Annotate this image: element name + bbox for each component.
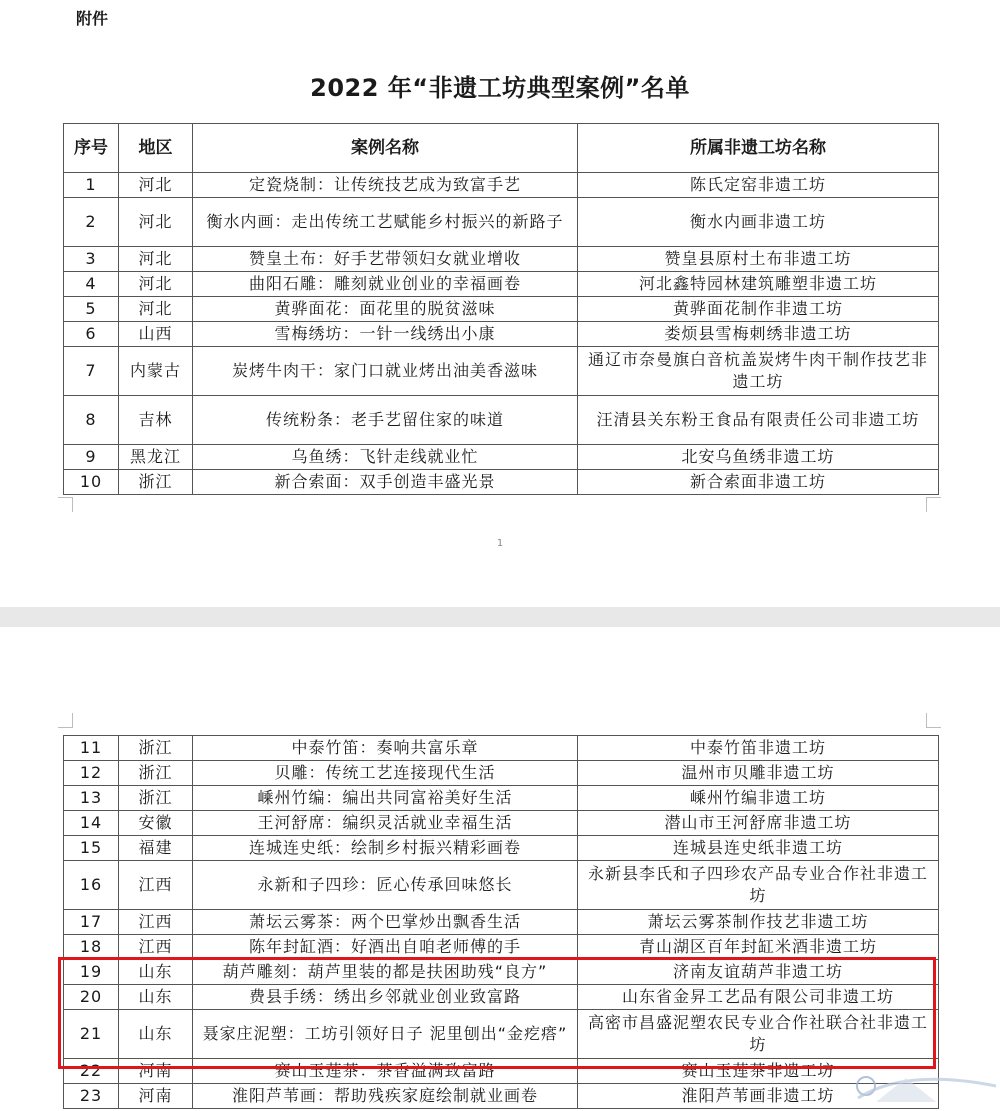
row-number: 10: [64, 470, 119, 495]
row-case-name: 炭烤牛肉干：家门口就业烤出油美香滋味: [193, 347, 578, 396]
header-workshop-name: 所属非遗工坊名称: [578, 124, 939, 173]
row-case-name: 新合索面：双手创造丰盛光景: [193, 470, 578, 495]
page-separator: [0, 607, 1000, 627]
row-workshop-name: 陈氏定窑非遗工坊: [578, 173, 939, 198]
row-case-name: 葫芦雕刻：葫芦里装的都是扶困助残“良方”: [193, 960, 578, 985]
row-case-name: 永新和子四珍：匠心传承回味悠长: [193, 861, 578, 910]
table-row: [64, 470, 939, 495]
row-number: 17: [64, 910, 119, 935]
row-case-name: 雪梅绣坊：一针一线绣出小康: [193, 322, 578, 347]
row-number: 4: [64, 272, 119, 297]
row-region: 河北: [119, 272, 193, 297]
row-region: 浙江: [119, 736, 193, 761]
table-row: [64, 445, 939, 470]
case-table-page-1: [63, 123, 939, 495]
page-corner-mark: [926, 713, 941, 728]
table-row: [64, 786, 939, 811]
table-row: [64, 347, 939, 396]
row-region: 河南: [119, 1084, 193, 1109]
row-case-name: 曲阳石雕：雕刻就业创业的幸福画卷: [193, 272, 578, 297]
table-row: [64, 836, 939, 861]
table-row: [64, 861, 939, 910]
row-workshop-name: 通辽市奈曼旗白音杭盖炭烤牛肉干制作技艺非遗工坊: [578, 347, 939, 396]
row-workshop-name: 淮阳芦苇画非遗工坊: [578, 1084, 939, 1109]
header-case-name: 案例名称: [193, 124, 578, 173]
table-row: [64, 1084, 939, 1109]
table-body-page-1: [64, 173, 939, 495]
row-region: 河北: [119, 247, 193, 272]
row-case-name: 赛山玉莲茶：茶香溢满致富路: [193, 1059, 578, 1084]
row-number: 19: [64, 960, 119, 985]
row-number: 18: [64, 935, 119, 960]
page-corner-mark: [58, 713, 73, 728]
row-workshop-name: 赞皇县原村土布非遗工坊: [578, 247, 939, 272]
row-case-name: 费县手绣：绣出乡邻就业创业致富路: [193, 985, 578, 1010]
row-number: 22: [64, 1059, 119, 1084]
row-region: 内蒙古: [119, 347, 193, 396]
row-case-name: 连城连史纸：绘制乡村振兴精彩画卷: [193, 836, 578, 861]
row-workshop-name: 山东省金昇工艺品有限公司非遗工坊: [578, 985, 939, 1010]
row-number: 5: [64, 297, 119, 322]
row-region: 山东: [119, 1010, 193, 1059]
row-number: 15: [64, 836, 119, 861]
row-region: 山东: [119, 985, 193, 1010]
row-case-name: 萧坛云雾茶：两个巴掌炒出飘香生活: [193, 910, 578, 935]
table-row: [64, 1059, 939, 1084]
row-number: 3: [64, 247, 119, 272]
row-number: 8: [64, 396, 119, 445]
document-page-2: [0, 627, 1000, 1111]
row-workshop-name: 河北鑫特园林建筑雕塑非遗工坊: [578, 272, 939, 297]
row-region: 河北: [119, 173, 193, 198]
row-workshop-name: 嵊州竹编非遗工坊: [578, 786, 939, 811]
row-workshop-name: 汪清县关东粉王食品有限责任公司非遗工坊: [578, 396, 939, 445]
header-no: 序号: [64, 124, 119, 173]
row-case-name: 衡水内画：走出传统工艺赋能乡村振兴的新路子: [193, 198, 578, 247]
row-number: 1: [64, 173, 119, 198]
table-row: [64, 935, 939, 960]
row-region: 浙江: [119, 761, 193, 786]
row-number: 13: [64, 786, 119, 811]
row-workshop-name: 济南友谊葫芦非遗工坊: [578, 960, 939, 985]
row-region: 浙江: [119, 786, 193, 811]
row-workshop-name: 北安乌鱼绣非遗工坊: [578, 445, 939, 470]
row-workshop-name: 青山湖区百年封缸米酒非遗工坊: [578, 935, 939, 960]
row-case-name: 嵊州竹编：编出共同富裕美好生活: [193, 786, 578, 811]
row-region: 江西: [119, 935, 193, 960]
row-number: 16: [64, 861, 119, 910]
row-region: 河南: [119, 1059, 193, 1084]
page-number: 1: [496, 538, 504, 549]
row-number: 20: [64, 985, 119, 1010]
row-workshop-name: 萧坛云雾茶制作技艺非遗工坊: [578, 910, 939, 935]
row-region: 福建: [119, 836, 193, 861]
row-number: 11: [64, 736, 119, 761]
page-title: 2022 年“非遗工坊典型案例”名单: [310, 74, 690, 102]
row-case-name: 淮阳芦苇画：帮助残疾家庭绘制就业画卷: [193, 1084, 578, 1109]
row-region: 江西: [119, 861, 193, 910]
row-case-name: 中泰竹笛：奏响共富乐章: [193, 736, 578, 761]
table-body-page-2: [64, 736, 939, 1109]
row-workshop-name: 娄烦县雪梅刺绣非遗工坊: [578, 322, 939, 347]
row-number: 23: [64, 1084, 119, 1109]
row-case-name: 定瓷烧制：让传统技艺成为致富手艺: [193, 173, 578, 198]
table-row: [64, 811, 939, 836]
row-workshop-name: 潜山市王河舒席非遗工坊: [578, 811, 939, 836]
table-row: [64, 1010, 939, 1059]
table-row: [64, 272, 939, 297]
table-row: [64, 297, 939, 322]
row-workshop-name: 赛山玉莲茶非遗工坊: [578, 1059, 939, 1084]
row-case-name: 陈年封缸酒：好酒出自咱老师傅的手: [193, 935, 578, 960]
row-number: 12: [64, 761, 119, 786]
row-number: 14: [64, 811, 119, 836]
row-number: 2: [64, 198, 119, 247]
table-header-row: [64, 124, 939, 173]
row-number: 6: [64, 322, 119, 347]
table-row: [64, 761, 939, 786]
row-region: 河北: [119, 198, 193, 247]
watermark-logo: [846, 1058, 1000, 1111]
table-row: [64, 396, 939, 445]
row-region: 黑龙江: [119, 445, 193, 470]
page-corner-mark: [926, 497, 941, 512]
row-case-name: 聂家庄泥塑：工坊引领好日子 泥里刨出“金疙瘩”: [193, 1010, 578, 1059]
table-row: [64, 910, 939, 935]
row-workshop-name: 温州市贝雕非遗工坊: [578, 761, 939, 786]
row-region: 吉林: [119, 396, 193, 445]
row-case-name: 乌鱼绣：飞针走线就业忙: [193, 445, 578, 470]
row-region: 河北: [119, 297, 193, 322]
row-number: 7: [64, 347, 119, 396]
row-workshop-name: 中泰竹笛非遗工坊: [578, 736, 939, 761]
table-row: [64, 198, 939, 247]
page-corner-mark: [58, 497, 73, 512]
table-row: [64, 322, 939, 347]
row-case-name: 贝雕：传统工艺连接现代生活: [193, 761, 578, 786]
case-table-page-2: [63, 735, 939, 1109]
row-workshop-name: 连城县连史纸非遗工坊: [578, 836, 939, 861]
table-row: [64, 247, 939, 272]
table-row: [64, 173, 939, 198]
row-region: 山西: [119, 322, 193, 347]
row-case-name: 传统粉条：老手艺留住家的味道: [193, 396, 578, 445]
row-region: 江西: [119, 910, 193, 935]
attachment-label: 附件: [76, 9, 109, 28]
row-workshop-name: 新合索面非遗工坊: [578, 470, 939, 495]
row-workshop-name: 黄骅面花制作非遗工坊: [578, 297, 939, 322]
row-workshop-name: 永新县李氏和子四珍农产品专业合作社非遗工坊: [578, 861, 939, 910]
row-workshop-name: 衡水内画非遗工坊: [578, 198, 939, 247]
row-case-name: 王河舒席：编织灵活就业幸福生活: [193, 811, 578, 836]
row-case-name: 赞皇土布：好手艺带领妇女就业增收: [193, 247, 578, 272]
table-row: [64, 960, 939, 985]
row-region: 山东: [119, 960, 193, 985]
row-number: 21: [64, 1010, 119, 1059]
header-region: 地区: [119, 124, 193, 173]
row-case-name: 黄骅面花：面花里的脱贫滋味: [193, 297, 578, 322]
table-row: [64, 736, 939, 761]
row-region: 浙江: [119, 470, 193, 495]
row-region: 安徽: [119, 811, 193, 836]
row-number: 9: [64, 445, 119, 470]
row-workshop-name: 高密市昌盛泥塑农民专业合作社联合社非遗工坊: [578, 1010, 939, 1059]
table-row: [64, 985, 939, 1010]
